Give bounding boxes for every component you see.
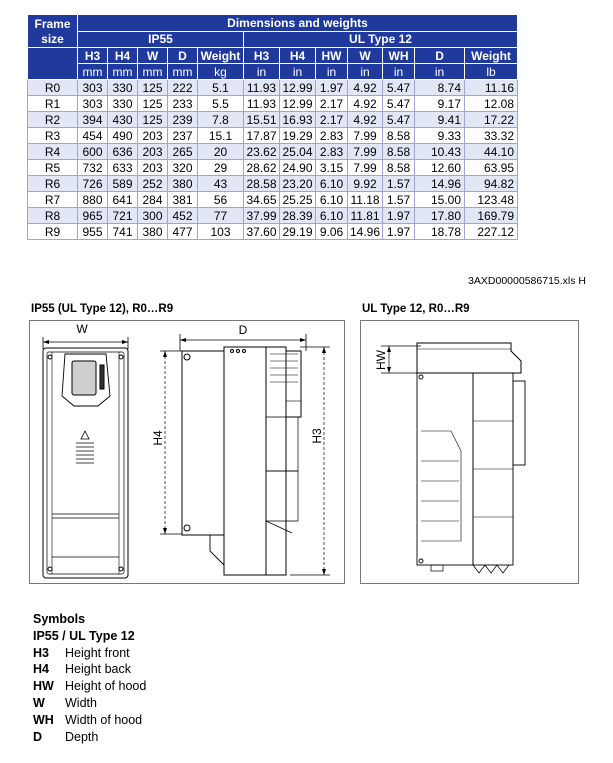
frame-header-line1: Frame xyxy=(34,17,71,31)
ip55-drawing-svg xyxy=(30,321,346,585)
table-cell: 125 xyxy=(138,112,168,128)
symbol-description: Width xyxy=(65,695,97,710)
table-cell: 12.99 xyxy=(280,80,316,96)
column-header-ul-d: D xyxy=(415,48,465,64)
ul-drawing xyxy=(360,320,579,584)
table-cell: 9.06 xyxy=(316,224,348,240)
table-cell: 2.17 xyxy=(316,112,348,128)
symbol-item xyxy=(33,712,146,729)
table-cell: 203 xyxy=(138,144,168,160)
table-cell: 23.62 xyxy=(244,144,280,160)
symbol-item xyxy=(33,678,146,695)
table-cell: 24.90 xyxy=(280,160,316,176)
symbols-legend xyxy=(33,611,146,745)
table-cell: 5.47 xyxy=(383,96,415,112)
table-cell: 11.93 xyxy=(244,80,280,96)
symbol-item xyxy=(33,661,146,678)
table-cell: 5.1 xyxy=(198,80,244,96)
table-row xyxy=(28,80,518,96)
table-row xyxy=(28,176,518,192)
table-cell: 4.92 xyxy=(348,80,383,96)
table-cell: 1.97 xyxy=(383,208,415,224)
column-header-ul-wh: WH xyxy=(383,48,415,64)
table-cell: 20 xyxy=(198,144,244,160)
table-cell: 5.5 xyxy=(198,96,244,112)
table-cell: 33.32 xyxy=(465,128,518,144)
column-header-ip55-h3: H3 xyxy=(78,48,108,64)
frame-size-header xyxy=(28,15,78,48)
table-cell: 641 xyxy=(108,192,138,208)
table-cell: 252 xyxy=(138,176,168,192)
ul-type12-header: UL Type 12 xyxy=(244,31,518,48)
table-row xyxy=(28,128,518,144)
table-cell: 125 xyxy=(138,96,168,112)
table-cell: 9.41 xyxy=(415,112,465,128)
table-cell: 18.78 xyxy=(415,224,465,240)
table-row xyxy=(28,144,518,160)
table-row xyxy=(28,224,518,240)
table-cell: 203 xyxy=(138,128,168,144)
table-cell: 430 xyxy=(108,112,138,128)
table-cell: 11.16 xyxy=(465,80,518,96)
symbol-description: Width of hood xyxy=(65,712,143,727)
symbol-key: D xyxy=(33,729,43,744)
table-cell: 880 xyxy=(78,192,108,208)
table-row xyxy=(28,112,518,128)
table-cell: 8.58 xyxy=(383,144,415,160)
table-cell: 477 xyxy=(168,224,198,240)
column-unit-ip55-weight: kg xyxy=(198,64,244,80)
column-header-ip55-h4: H4 xyxy=(108,48,138,64)
table-cell: 239 xyxy=(168,112,198,128)
table-cell: 28.62 xyxy=(244,160,280,176)
w-label: W xyxy=(76,322,88,336)
table-cell: 7.99 xyxy=(348,144,383,160)
column-names-row xyxy=(28,48,518,64)
h4-label: H4 xyxy=(151,430,165,446)
column-unit-ul-weight: lb xyxy=(465,64,518,80)
column-header-ip55-weight: Weight xyxy=(198,48,244,64)
table-cell: 227.12 xyxy=(465,224,518,240)
table-cell: 9.33 xyxy=(415,128,465,144)
table-cell: 741 xyxy=(108,224,138,240)
table-cell: 636 xyxy=(108,144,138,160)
table-cell: 12.60 xyxy=(415,160,465,176)
symbol-description: Depth xyxy=(65,729,99,744)
table-cell: 965 xyxy=(78,208,108,224)
frame-size-cell: R3 xyxy=(28,128,78,144)
table-cell: 6.10 xyxy=(316,176,348,192)
table-cell: 320 xyxy=(168,160,198,176)
ul-figure-title: UL Type 12, R0…R9 xyxy=(362,303,470,315)
table-cell: 37.99 xyxy=(244,208,280,224)
symbol-item xyxy=(33,695,146,712)
table-cell: 15.00 xyxy=(415,192,465,208)
table-cell: 955 xyxy=(78,224,108,240)
column-unit-ul-hw: in xyxy=(316,64,348,80)
h3-dimension xyxy=(290,347,330,575)
symbol-key: H3 xyxy=(33,645,49,660)
table-cell: 732 xyxy=(78,160,108,176)
table-cell: 633 xyxy=(108,160,138,176)
table-cell: 11.18 xyxy=(348,192,383,208)
column-unit-ip55-h3: mm xyxy=(78,64,108,80)
ul-drawing-svg xyxy=(361,321,580,585)
table-cell: 265 xyxy=(168,144,198,160)
frame-size-cell: R7 xyxy=(28,192,78,208)
table-cell: 300 xyxy=(138,208,168,224)
table-cell: 34.65 xyxy=(244,192,280,208)
ip55-header: IP55 xyxy=(78,31,244,48)
table-cell: 380 xyxy=(168,176,198,192)
table-body xyxy=(28,80,518,240)
column-unit-ul-h4: in xyxy=(280,64,316,80)
table-cell: 726 xyxy=(78,176,108,192)
table-cell: 44.10 xyxy=(465,144,518,160)
table-cell: 94.82 xyxy=(465,176,518,192)
table-cell: 1.97 xyxy=(383,224,415,240)
frame-size-cell: R6 xyxy=(28,176,78,192)
column-header-ul-h3: H3 xyxy=(244,48,280,64)
table-cell: 29.19 xyxy=(280,224,316,240)
table-cell: 5.47 xyxy=(383,112,415,128)
table-cell: 284 xyxy=(138,192,168,208)
frame-header-line2: size xyxy=(41,32,64,46)
table-cell: 589 xyxy=(108,176,138,192)
symbol-description: Height back xyxy=(65,662,132,677)
table-cell: 29 xyxy=(198,160,244,176)
table-cell: 19.29 xyxy=(280,128,316,144)
table-cell: 12.08 xyxy=(465,96,518,112)
hw-label: HW xyxy=(374,350,388,370)
table-cell: 233 xyxy=(168,96,198,112)
side-view xyxy=(182,347,301,575)
symbols-title: Symbols xyxy=(33,612,86,626)
column-header-ip55-w: W xyxy=(138,48,168,64)
column-header-ul-hw: HW xyxy=(316,48,348,64)
source-footnote: 3AXD00000586715.xls H xyxy=(468,275,586,287)
table-cell: 14.96 xyxy=(415,176,465,192)
symbol-key: WH xyxy=(33,712,54,727)
frame-size-cell: R9 xyxy=(28,224,78,240)
table-cell: 16.93 xyxy=(280,112,316,128)
table-cell: 23.20 xyxy=(280,176,316,192)
table-cell: 9.92 xyxy=(348,176,383,192)
ip55-drawing xyxy=(29,320,345,584)
column-unit-ul-wh: in xyxy=(383,64,415,80)
frame-size-spacer xyxy=(28,48,78,80)
symbols-subtitle: IP55 / UL Type 12 xyxy=(33,628,135,643)
column-unit-ip55-w: mm xyxy=(138,64,168,80)
table-cell: 43 xyxy=(198,176,244,192)
table-cell: 123.48 xyxy=(465,192,518,208)
w-dimension xyxy=(43,322,128,349)
table-cell: 6.10 xyxy=(316,208,348,224)
symbol-item xyxy=(33,645,146,662)
symbol-key: W xyxy=(33,695,45,710)
table-cell: 8.58 xyxy=(383,128,415,144)
table-row xyxy=(28,96,518,112)
dimensions-table xyxy=(27,14,518,240)
dimensions-weights-header: Dimensions and weights xyxy=(78,15,518,32)
column-unit-ip55-d: mm xyxy=(168,64,198,80)
frame-size-cell: R2 xyxy=(28,112,78,128)
table-cell: 11.81 xyxy=(348,208,383,224)
table-cell: 28.58 xyxy=(244,176,280,192)
column-header-ul-weight: Weight xyxy=(465,48,518,64)
d-label: D xyxy=(238,323,248,337)
table-cell: 237 xyxy=(168,128,198,144)
table-cell: 63.95 xyxy=(465,160,518,176)
table-cell: 28.39 xyxy=(280,208,316,224)
table-cell: 1.57 xyxy=(383,176,415,192)
table-cell: 303 xyxy=(78,80,108,96)
table-cell: 222 xyxy=(168,80,198,96)
column-unit-ip55-h4: mm xyxy=(108,64,138,80)
column-header-ul-h4: H4 xyxy=(280,48,316,64)
table-cell: 4.92 xyxy=(348,96,383,112)
column-unit-ul-h3: in xyxy=(244,64,280,80)
frame-size-cell: R1 xyxy=(28,96,78,112)
table-cell: 11.93 xyxy=(244,96,280,112)
table-cell: 17.80 xyxy=(415,208,465,224)
table-cell: 203 xyxy=(138,160,168,176)
front-view xyxy=(43,348,128,578)
table-cell: 2.83 xyxy=(316,128,348,144)
table-cell: 330 xyxy=(108,80,138,96)
table-cell: 25.04 xyxy=(280,144,316,160)
table-cell: 9.17 xyxy=(415,96,465,112)
table-cell: 1.57 xyxy=(383,192,415,208)
frame-size-cell: R5 xyxy=(28,160,78,176)
symbol-key: HW xyxy=(33,679,54,694)
table-cell: 10.43 xyxy=(415,144,465,160)
column-header-ip55-d: D xyxy=(168,48,198,64)
h4-dimension xyxy=(151,351,182,534)
ul-side-view xyxy=(417,343,525,573)
table-cell: 25.25 xyxy=(280,192,316,208)
symbol-description: Height of hood xyxy=(65,679,147,694)
symbol-item xyxy=(33,729,146,746)
table-cell: 8.58 xyxy=(383,160,415,176)
table-cell: 303 xyxy=(78,96,108,112)
table-cell: 17.22 xyxy=(465,112,518,128)
table-cell: 330 xyxy=(108,96,138,112)
table-cell: 452 xyxy=(168,208,198,224)
column-unit-ul-d: in xyxy=(415,64,465,80)
table-cell: 721 xyxy=(108,208,138,224)
h3-label: H3 xyxy=(310,428,324,444)
table-cell: 380 xyxy=(138,224,168,240)
table-cell: 12.99 xyxy=(280,96,316,112)
table-cell: 6.10 xyxy=(316,192,348,208)
table-cell: 17.87 xyxy=(244,128,280,144)
table-cell: 3.15 xyxy=(316,160,348,176)
table-cell: 454 xyxy=(78,128,108,144)
table-row xyxy=(28,208,518,224)
table-cell: 2.17 xyxy=(316,96,348,112)
table-cell: 4.92 xyxy=(348,112,383,128)
table-row xyxy=(28,192,518,208)
table-cell: 394 xyxy=(78,112,108,128)
table-cell: 490 xyxy=(108,128,138,144)
table-cell: 14.96 xyxy=(348,224,383,240)
symbol-key: H4 xyxy=(33,662,49,677)
table-cell: 15.1 xyxy=(198,128,244,144)
hw-dimension xyxy=(374,346,421,373)
frame-size-cell: R0 xyxy=(28,80,78,96)
ip55-figure-title: IP55 (UL Type 12), R0…R9 xyxy=(31,303,174,315)
table-cell: 77 xyxy=(198,208,244,224)
symbol-description: Height front xyxy=(65,645,130,660)
table-cell: 169.79 xyxy=(465,208,518,224)
table-cell: 56 xyxy=(198,192,244,208)
frame-size-cell: R4 xyxy=(28,144,78,160)
table-cell: 7.99 xyxy=(348,160,383,176)
column-header-ul-w: W xyxy=(348,48,383,64)
table-cell: 7.99 xyxy=(348,128,383,144)
table-cell: 8.74 xyxy=(415,80,465,96)
table-row xyxy=(28,160,518,176)
symbol-list xyxy=(33,645,146,746)
frame-size-cell: R8 xyxy=(28,208,78,224)
table-cell: 37.60 xyxy=(244,224,280,240)
table-cell: 600 xyxy=(78,144,108,160)
table-cell: 381 xyxy=(168,192,198,208)
table-cell: 5.47 xyxy=(383,80,415,96)
table-cell: 125 xyxy=(138,80,168,96)
table-cell: 7.8 xyxy=(198,112,244,128)
table-cell: 103 xyxy=(198,224,244,240)
column-unit-ul-w: in xyxy=(348,64,383,80)
table-cell: 2.83 xyxy=(316,144,348,160)
column-units-row xyxy=(28,64,518,80)
table-cell: 1.97 xyxy=(316,80,348,96)
table-cell: 15.51 xyxy=(244,112,280,128)
